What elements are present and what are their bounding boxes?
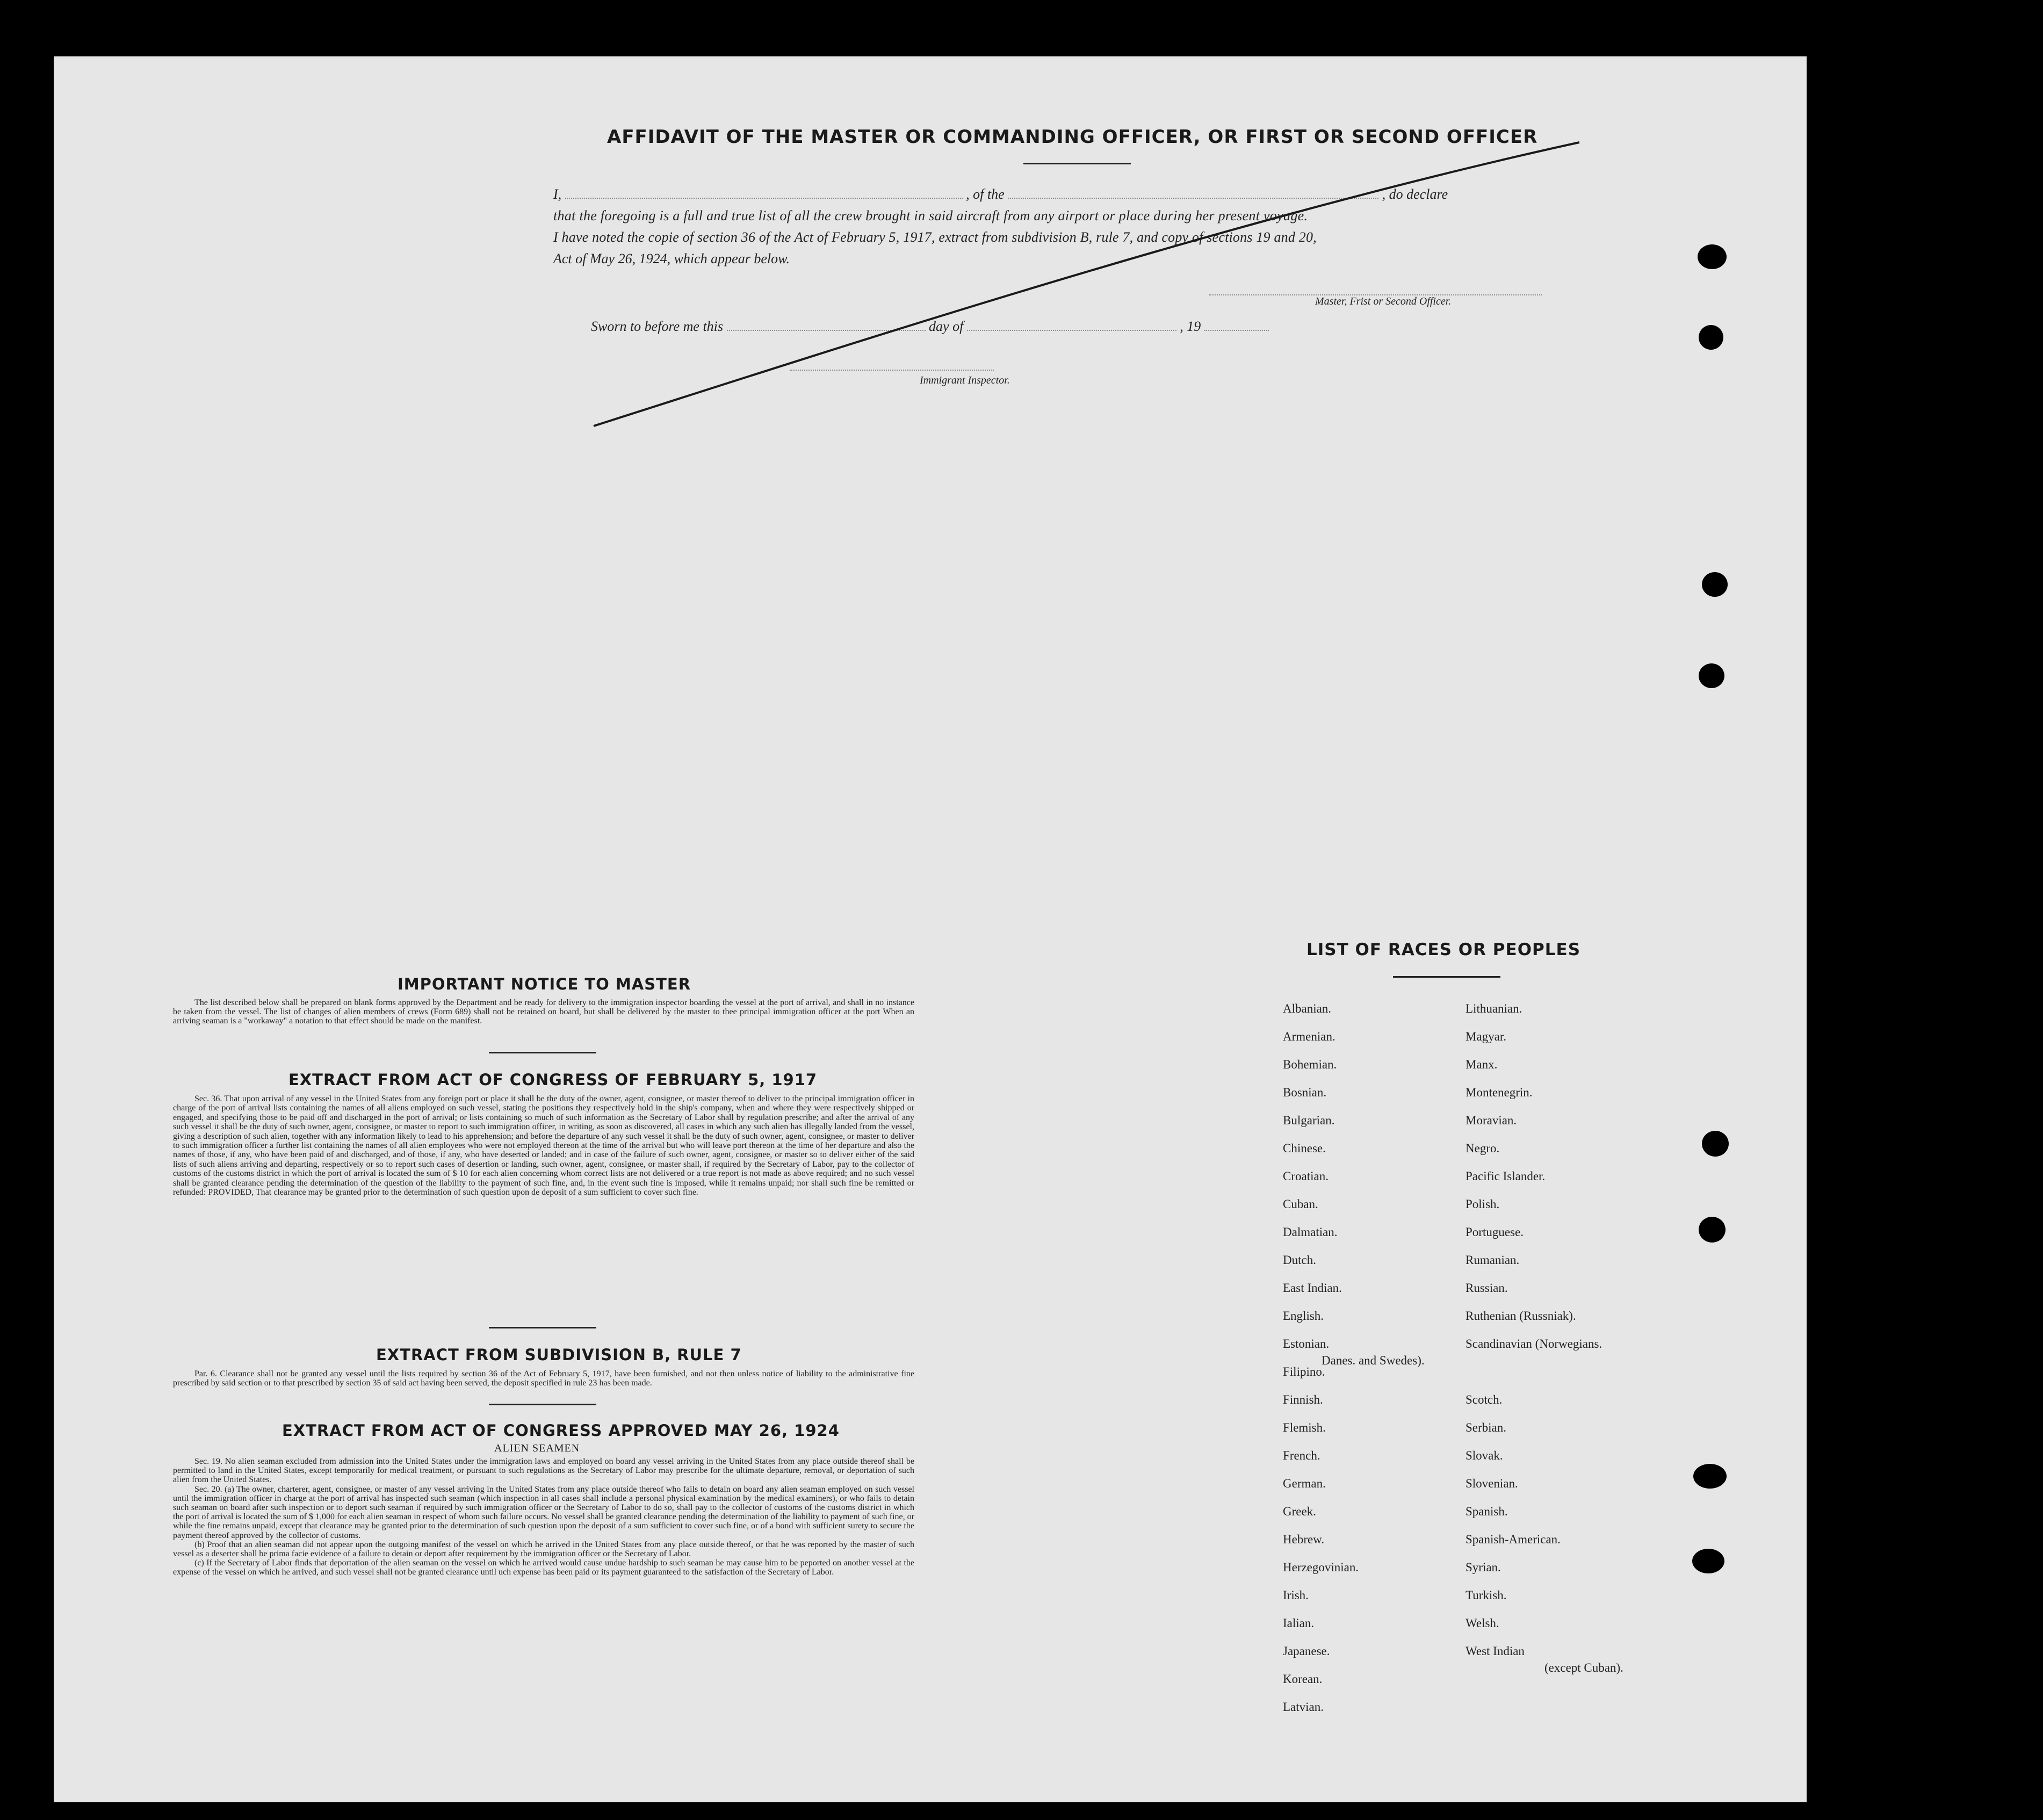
race-item: Spanish. [1466,1505,1508,1518]
extract-1924-title: EXTRACT FROM ACT OF CONGRESS APPROVED MAY 26, 1924 [282,1421,840,1440]
race-item: Syrian. [1466,1561,1501,1574]
affidavit-title: AFFIDAVIT OF THE MASTER OR COMMANDING OFFICER, OR FIRST OR SECOND OFFICER [607,126,1538,148]
race-item: Slovenian. [1466,1477,1518,1490]
declaration-line-3: I have noted the copie of section 36 of the Act of February 5, 1917, extract from subdivision B, rule 7, and copy of sections 19 and 20, [553,229,1317,245]
race-item: Irish. [1283,1588,1309,1602]
rule7-rule [489,1404,596,1405]
race-item: Lithuanian. [1466,1002,1522,1015]
race-item: Scotch. [1466,1393,1503,1406]
document-page [54,56,1807,1802]
race-item: Danes. and Swedes). [1322,1354,1425,1368]
race-item: Serbian. [1466,1421,1507,1434]
race-item: Moravian. [1466,1114,1517,1127]
binder-hole [1699,1217,1726,1243]
race-item: East Indian. [1283,1281,1342,1295]
declaration-line-2: that the foregoing is a full and true list of all the crew brought in said aircraft from any airport or place during her present voyage. [553,208,1308,223]
year-label: , 19 [1180,319,1201,334]
race-item: Dutch. [1283,1253,1316,1267]
race-item: Negro. [1466,1142,1500,1155]
sec-19-text: Sec. 19. No alien seaman excluded from admission into the United States under the immigration laws and employed on board any vessel arriving in the United States from any place outside thereof shall be permitted to land in the United States, except temporarily for medical treatment, or pursuant to such regulations as the Secretary of Labor may prescribe for the ultimate departure, removal, or deportation of such alien from the United States. [173,1457,914,1485]
notice-rule [489,1052,596,1053]
race-item: Herzegovinian. [1283,1561,1359,1574]
race-item: Rumanian. [1466,1253,1520,1267]
day-of-label: day of [929,319,964,334]
race-item: Chinese. [1283,1142,1326,1155]
extract-1917-rule [489,1327,596,1328]
race-item: Bohemian. [1283,1058,1337,1071]
sec-20b-text: (b) Proof that an alien seaman did not appear upon the outgoing manifest of the vessel on which he arrived in the United States from any place outside thereof, or that he was reported by the master of such vessel as a deserter shall be prima facie evidence of a failure to detain or deport after requirement by the immigration officer or the Secretary of Labor. [173,1540,914,1559]
race-item: Scandinavian (Norwegians. [1466,1337,1602,1350]
notice-text: The list described below shall be prepared on blank forms approved by the Department and be ready for delivery to the immigration inspector boarding the vessel at the port of arrival, and shall in no instance be taken from the vessel. The list of changes of alien members of crews (Form 689) shall not be retained on board, but shall be delivered by the master to thee principal immigration officer at the port When an arriving seaman is a "workaway" a notation to that effect should be made on the manifest. [173,998,914,1025]
race-item: Latvian. [1283,1700,1324,1714]
cancellation-stroke [54,56,1807,486]
par-6-text: Par. 6. Clearance shall not be granted any vessel until the lists required by section 36 of the Act of February 5, 1917, have been furnished, and not then unless notice of liability to the administrative fine prescribed by said section or to that prescribed by section 35 of said act having been served, the deposit specified in rule 23 has been made. [173,1369,914,1388]
race-item: Dalmatian. [1283,1225,1338,1239]
race-item: Spanish-American. [1466,1533,1561,1546]
extract-1917-body [173,1094,914,1197]
race-item: Korean. [1283,1672,1323,1686]
race-item: Estonian. [1283,1337,1330,1350]
race-item: (except Cuban). [1544,1661,1623,1675]
notice-body [173,998,914,1025]
officer-signature-label: Master, Frist or Second Officer. [1315,295,1452,307]
race-item: Greek. [1283,1505,1316,1518]
binder-hole [1702,1131,1729,1157]
race-item: Welsh. [1466,1616,1499,1630]
sec-20a-text: Sec. 20. (a) The owner, charterer, agent, consignee, or master of any vessel arriving in the United States from any place outside thereof who fails to detain on board any alien seaman employed on such vessel until the immigration officer in charge at the port of arrival has inspected such seaman (which inspection in all cases shall include a personal physical examination by the medical examiners), or who fails to detain such seaman on board after such inspection or to deport such seaman if required by such immigration officer or the Secretary of Labor to do so, shall pay to the collector of customs of the customs district in which the port of arrival is located the sum of $ 1,000 for each alien seaman in respect of whom such failure occurs. No vessel shall be granted clearance pending the determination of the liability to payment of such fine, or while the fine remains unpaid, except that clearance may be granted prior to the determination of such question upon the deposit of a sum sufficient to cover such fine, or of a bond with sufficient surety to secure the payment thereof approved by the collector of customs. [173,1484,914,1540]
binder-hole [1693,1464,1727,1489]
alien-seamen-subtitle: ALIEN SEAMEN [494,1442,580,1454]
declarant-prefix: I, [553,186,562,202]
of-the-label: , of the [966,186,1005,202]
race-item: Cuban. [1283,1197,1318,1211]
race-item: Bosnian. [1283,1086,1327,1099]
sworn-label: Sworn to before me this [591,319,724,334]
race-item: Polish. [1466,1197,1500,1211]
race-item: Filipino. [1283,1365,1325,1378]
race-item: Montenegrin. [1466,1086,1533,1099]
extract-1924-body [173,1457,914,1577]
race-item: Flemish. [1283,1421,1326,1434]
inspector-label: Immigrant Inspector. [920,374,1010,386]
sec-36-text: Sec. 36. That upon arrival of any vessel in the United States from any foreign port or place it shall be the duty of the owner, agent, consignee, or master thereof to deliver to the principal immigration officer in charge of the port of arrival lists containing the names of all aliens employed on such vessel, stating the positions they respectively hold in the ship's company, when and where they were respectively shipped or engaged, and specifying those to be paid off and discharged in the port of arrival; or lists containing so much of such information as the Secretary of Labor shall by regulation prescribe; and after the arrival of any such vessel it shall be the duty of such owner, agent, consignee, or master to report to such immigration officer, in writing, as soon as discovered, all cases in which any such alien has illegally landed from the vessel, giving a description of such alien, together with any information likely to lead to his apprehension; and before the departure of any such vessel it shall be the duty of such owner, agent, consignee, or master to deliver to such immigration officer a further list containing the names of all alien employees who were not employed thereon at the time of the arrival but who will leave port thereon at the time of her departure and also the names of those, if any, who have been paid of and discharged, and of those, if any, who have deserted or landed; and in case of the failure of such owner, agent, consignee, or master so to deliver either of the said lists of such aliens arriving and departing, respectively or so to report such cases of desertion or landing, such owner, agent, consignee, or master shall, if required by the Secretary of Labor, pay to the collector of customs of the customs district in which the port of arrival is located the sum of $ 10 for each alien concerning whom correct lists are not delivered or a true report is not made as above required; and no such vessel shall be granted clearance pending the determination of the question of the liability to the payment of such fine, and, in the event such fine is imposed, while it remains unpaid; nor shall such fine be remitted or refunded: PROVIDED, That clearance may be granted prior to the determination of such question upon de deposit of a sum sufficient to cover such fine. [173,1094,914,1197]
do-declare-label: , do declare [1382,186,1448,202]
binder-hole [1699,325,1723,350]
race-item: French. [1283,1449,1320,1462]
races-rule [1393,976,1500,978]
race-item: Russian. [1466,1281,1508,1295]
binder-hole [1699,663,1724,688]
race-item: Manx. [1466,1058,1498,1071]
race-item: West Indian [1466,1644,1525,1658]
race-item: Portuguese. [1466,1225,1524,1239]
binder-hole [1698,244,1727,269]
race-item: Finnish. [1283,1393,1323,1406]
race-item: Turkish. [1466,1588,1507,1602]
race-item: Slovak. [1466,1449,1503,1462]
binder-hole [1692,1549,1724,1573]
race-item: Bulgarian. [1283,1114,1335,1127]
extract-1917-title: EXTRACT FROM ACT OF CONGRESS OF FEBRUARY 5, 1917 [288,1071,818,1089]
sec-20c-text: (c) If the Secretary of Labor finds that deportation of the alien seaman on the vessel on which he arrived would cause undue hardship to such seaman he may cause him to be peported on another vessel at the expense of the vessel on which he arrived, and such vessel shall not be granted clearance until uch expense has been paid or its payment guaranteed to the satisfaction of the Secretary of Labor. [173,1558,914,1577]
rule7-title: EXTRACT FROM SUBDIVISION B, RULE 7 [376,1346,742,1364]
race-item: Japanese. [1283,1644,1330,1658]
race-item: Armenian. [1283,1030,1335,1043]
race-item: Croatian. [1283,1169,1329,1183]
binder-hole [1702,572,1728,597]
race-item: Ialian. [1283,1616,1315,1630]
races-title: LIST OF RACES OR PEOPLES [1306,940,1581,959]
rule7-body [173,1369,914,1388]
notice-title: IMPORTANT NOTICE TO MASTER [398,975,691,993]
race-item: Pacific Islander. [1466,1169,1546,1183]
race-item: Ruthenian (Russniak). [1466,1309,1576,1323]
race-item: Albanian. [1283,1002,1332,1015]
declaration-line-4: Act of May 26, 1924, which appear below. [553,251,790,266]
race-item: Magyar. [1466,1030,1507,1043]
race-item: Hebrew. [1283,1533,1325,1546]
race-item: English. [1283,1309,1324,1323]
race-item: German. [1283,1477,1326,1490]
